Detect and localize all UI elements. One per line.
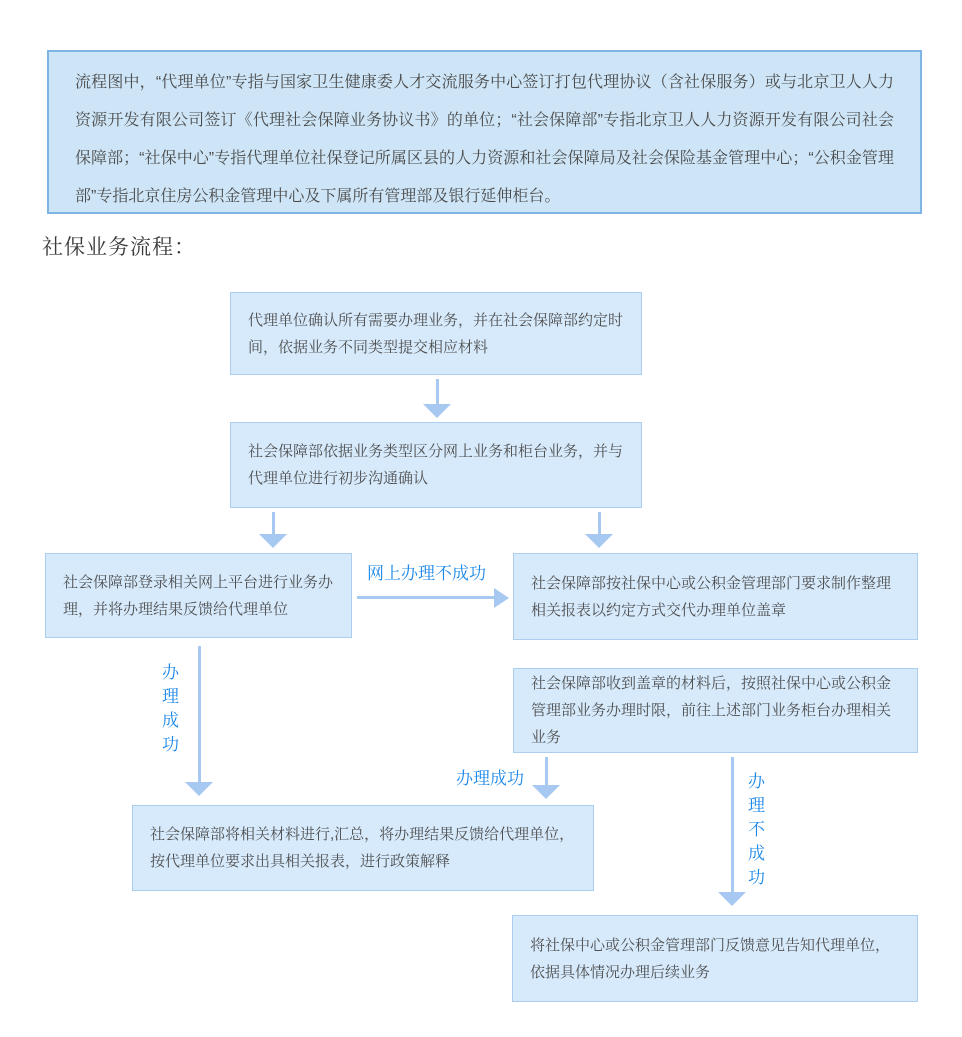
arrow-head-n2-n3 [259, 534, 287, 548]
arrow-line-n1-n2 [436, 379, 439, 406]
arrow-head-n5-n7 [718, 892, 746, 906]
arrow-line-n3-n6 [198, 646, 201, 783]
node-notify-followup-text: 将社保中心或公积金管理部门反馈意见告知代理单位，依据具体情况办理后续业务 [530, 936, 891, 981]
node-classify-business-text: 社会保障部依据业务类型区分网上业务和柜台业务，并与代理单位进行初步沟通确认 [248, 443, 624, 487]
arrow-line-n3-n4 [357, 596, 496, 599]
flow-section-title: 社保业务流程： [42, 236, 196, 259]
arrow-line-n2-n4 [598, 512, 601, 536]
node-summarize-feedback [132, 805, 594, 891]
node-prepare-reports-text: 社会保障部按社保中心或公积金管理部门要求制作整理相关报表以约定方式交代办理单位盖章 [531, 574, 892, 619]
arrow-head-n3-n6 [185, 782, 213, 796]
edge-label-fail-right: 办理不成功 [745, 772, 764, 892]
node-confirm-business-text: 代理单位确认所有需要办理业务，并在社会保障部约定时间，依据业务不同类型提交相应材料 [248, 311, 624, 356]
arrow-line-n2-n3 [272, 512, 275, 536]
edge-label-success-mid: 办理成功 [456, 769, 524, 788]
edge-label-success-left: 办理成功 [159, 663, 178, 759]
arrow-head-n1-n2 [423, 404, 451, 418]
node-confirm-business [230, 292, 642, 375]
arrow-head-n2-n4 [585, 534, 613, 548]
node-notify-followup [512, 915, 918, 1002]
arrow-line-n5-n7 [731, 757, 734, 893]
arrow-line-n5-n6 [545, 757, 548, 786]
node-counter-handling-text: 社会保障部收到盖章的材料后，按照社保中心或公积金管理部业务办理时限，前往上述部门业务柜台办理相关业务 [531, 675, 892, 746]
definitions-note-box [47, 50, 922, 214]
node-online-handling [45, 553, 352, 638]
node-summarize-feedback-text: 社会保障部将相关材料进行,汇总，将办理结果反馈给代理单位，按代理单位要求出具相关报表，进行政策解释 [150, 826, 575, 870]
arrow-head-n3-n4 [494, 588, 509, 608]
node-online-handling-text: 社会保障部登录相关网上平台进行业务办理，并将办理结果反馈给代理单位 [63, 573, 334, 618]
edge-label-online-fail: 网上办理不成功 [367, 564, 486, 583]
node-prepare-reports [513, 553, 918, 640]
node-counter-handling [513, 668, 918, 753]
arrow-head-n5-n6 [532, 785, 560, 799]
definitions-note-text: 流程图中，“代理单位”专指与国家卫生健康委人才交流服务中心签订打包代理协议（含社保服务）或与北京卫人人力资源开发有限公司签订《代理社会保障业务协议书》的单位；“社会保障部”专指北京卫人人力资源开发有限公司社会保障部；“社保中心”专指代理单位社保登记所属区县的人力资源和社会保障局及社会保险基金管理中心；“公积金管理部”专指北京住房公积金管理中心及下属所有管理部及银行延伸柜台。 [75, 74, 894, 205]
node-classify-business [230, 422, 642, 508]
